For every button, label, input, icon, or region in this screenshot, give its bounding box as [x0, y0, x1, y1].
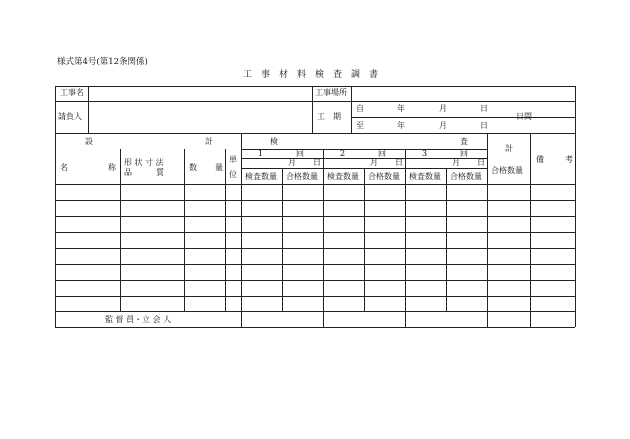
qty-header-1: 数 — [189, 163, 197, 172]
spec-header-line1: 形 状 寸 法 — [124, 158, 164, 167]
rule-site-label-sep — [351, 86, 352, 133]
rule-row2 — [55, 133, 575, 134]
rule-bottom — [55, 327, 575, 328]
round-2-day: 日 — [395, 158, 403, 167]
rule-col-remarks — [530, 133, 531, 327]
period-days-label: 日間 — [516, 112, 532, 121]
rule-period-mid — [351, 117, 575, 118]
period-to-day: 日 — [480, 121, 488, 130]
round-1-month: 月 — [288, 158, 296, 167]
rule-data-row — [55, 296, 575, 297]
rule-top — [55, 86, 575, 87]
rule-head-bottom — [55, 184, 575, 185]
round-3-pass-qty: 合格数量 — [450, 172, 482, 181]
design-header-left: 設 — [85, 137, 93, 146]
rule-col-spec — [184, 149, 185, 311]
rule-data-row — [55, 200, 575, 201]
round-3-label: 回 — [460, 149, 468, 158]
rule-data-row — [55, 248, 575, 249]
name-header: 名 — [60, 163, 68, 172]
rule-col-r3b — [446, 168, 447, 311]
rule-col-name — [120, 149, 121, 311]
round-2-inspect-qty: 検査数量 — [327, 172, 359, 181]
period-label: 工 期 — [317, 112, 341, 121]
rule-name-label-sep — [88, 86, 89, 133]
period-from-year: 年 — [397, 104, 405, 113]
spec-header-line2: 品 質 — [124, 168, 164, 177]
period-to-year: 年 — [397, 121, 405, 130]
rule-head2 — [241, 158, 487, 159]
site-label: 工事場所 — [315, 88, 347, 97]
round-2-label: 回 — [378, 149, 386, 158]
rule-col-r2 — [323, 149, 324, 327]
rule-site-sep — [312, 86, 313, 133]
round-1-number: 1 — [258, 149, 264, 158]
period-to-month: 月 — [439, 121, 447, 130]
round-3-inspect-qty: 検査数量 — [409, 172, 441, 181]
total-header: 計 — [505, 144, 513, 153]
period-from-label: 自 — [356, 104, 364, 113]
rule-data-row — [55, 280, 575, 281]
round-3-day: 日 — [477, 158, 485, 167]
inspection-header-left: 検 — [270, 137, 278, 146]
remarks-header-1: 備 — [536, 155, 544, 164]
round-1-label: 回 — [296, 149, 304, 158]
period-from-month: 月 — [439, 104, 447, 113]
rule-head1 — [241, 149, 487, 150]
round-1-day: 日 — [313, 158, 321, 167]
inspection-header-right: 査 — [460, 137, 468, 146]
contractor-label: 請負人 — [58, 112, 82, 121]
rule-data-row — [55, 311, 575, 312]
rule-data-row — [55, 264, 575, 265]
round-2-month: 月 — [370, 158, 378, 167]
form-number: 様式第4号(第12条関係) — [57, 57, 148, 67]
rule-left — [55, 86, 56, 327]
rule-data-row — [55, 216, 575, 217]
rule-row1 — [55, 101, 575, 102]
name-header-2: 称 — [108, 163, 116, 172]
rule-col-total — [487, 133, 488, 327]
remarks-header-2: 考 — [565, 155, 573, 164]
round-3-number: 3 — [422, 149, 428, 158]
unit-header-2: 位 — [229, 170, 237, 179]
period-from-day: 日 — [480, 104, 488, 113]
round-2-number: 2 — [340, 149, 346, 158]
document-title: 工事材料検査調書 — [242, 70, 387, 80]
round-3-month: 月 — [452, 158, 460, 167]
rule-data-row — [55, 232, 575, 233]
total-pass-qty: 合格数量 — [491, 166, 523, 175]
round-2-pass-qty: 合格数量 — [368, 172, 400, 181]
design-header-right: 計 — [205, 137, 213, 146]
qty-header-2: 量 — [215, 163, 223, 172]
rule-col-r3 — [405, 149, 406, 327]
period-to-label: 至 — [356, 121, 364, 130]
rule-right — [575, 86, 576, 327]
rule-col-qty — [225, 149, 226, 311]
rule-col-r1b — [282, 168, 283, 311]
unit-header-1: 単 — [229, 155, 237, 164]
supervisor-label: 監 督 員・立 会 人 — [105, 315, 172, 324]
project-name-label: 工事名 — [60, 88, 84, 97]
rule-col-r2b — [364, 168, 365, 311]
round-1-pass-qty: 合格数量 — [286, 172, 318, 181]
round-1-inspect-qty: 検査数量 — [245, 172, 277, 181]
rule-col-unit — [241, 133, 242, 327]
